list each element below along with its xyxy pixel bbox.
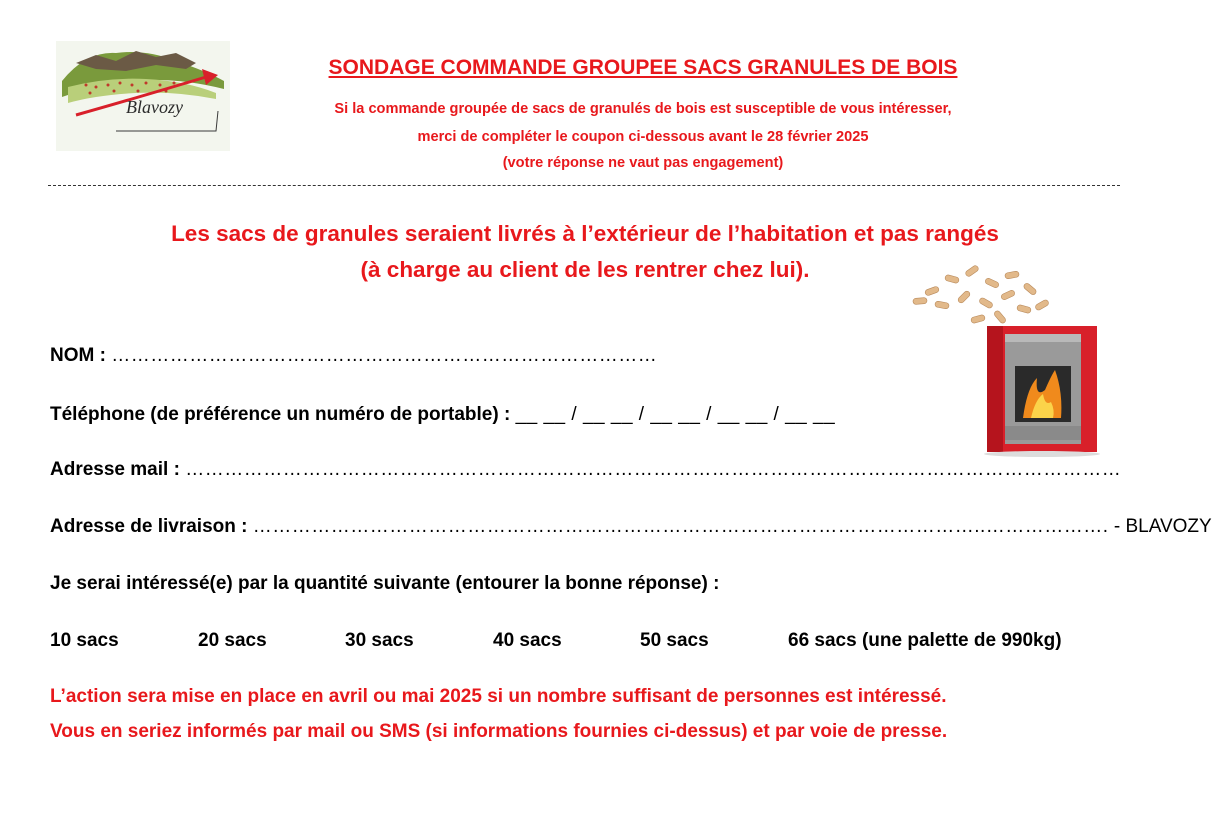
quantity-option-50[interactable]: 50 sacs — [640, 630, 709, 651]
delivery-address-input-line[interactable]: …………………………………………………………………………………………………..………………. — [252, 516, 1109, 537]
telephone-input-line[interactable]: __ __ / __ __ / __ __ / __ __ / __ __ — [515, 404, 836, 425]
delivery-notice-line-1: Les sacs de granules seraient livrés à l’extérieur de l’habitation et pas rangés — [171, 221, 999, 246]
footer-line-2: Vous en seriez informés par mail ou SMS (si informations fournies ci-dessus) et par voie de presse. — [50, 721, 948, 742]
nom-input-line[interactable]: ………………………………………………………………………… — [111, 345, 658, 366]
delivery-address-label: Adresse de livraison : — [50, 516, 248, 537]
cut-line-divider — [48, 185, 1120, 186]
nom-field[interactable] — [50, 345, 657, 367]
intro-line-2: merci de compléter le coupon ci-dessous avant le 28 février 2025 — [417, 129, 869, 145]
pellet-stove-illustration — [905, 258, 1120, 458]
footer-line-1: L’action sera mise en place en avril ou mai 2025 si un nombre suffisant de personnes est intéressé. — [50, 686, 947, 707]
intro-line-3: (votre réponse ne vaut pas engagement) — [502, 155, 784, 171]
quantity-option-10[interactable]: 10 sacs — [50, 630, 119, 651]
quantity-option-40[interactable]: 40 sacs — [493, 630, 562, 651]
telephone-field[interactable] — [50, 404, 835, 426]
email-label: Adresse mail : — [50, 459, 180, 480]
quantity-option-30[interactable]: 30 sacs — [345, 630, 414, 651]
email-field[interactable] — [50, 459, 1121, 481]
quantity-question: Je serai intéressé(e) par la quantité suivante (entourer la bonne réponse) : — [50, 573, 720, 594]
logo-text: Blavozy — [126, 97, 183, 117]
intro-line-1: Si la commande groupée de sacs de granulés de bois est susceptible de vous intéresser, — [334, 101, 952, 117]
quantity-option-20[interactable]: 20 sacs — [198, 630, 267, 651]
quantity-option-66[interactable]: 66 sacs (une palette de 990kg) — [788, 630, 1062, 651]
delivery-notice-line-2: (à charge au client de les rentrer chez lui). — [360, 257, 810, 282]
delivery-address-field[interactable] — [50, 516, 1212, 538]
telephone-label: Téléphone (de préférence un numéro de portable) : — [50, 404, 511, 425]
blavozy-logo — [56, 41, 230, 151]
email-input-line[interactable]: ……………………………………………………………………………………………………………………………… — [185, 459, 1122, 480]
nom-label: NOM : — [50, 345, 106, 366]
delivery-address-suffix: - BLAVOZY — [1113, 516, 1212, 537]
page-title: SONDAGE COMMANDE GROUPEE SACS GRANULES DE BOIS — [328, 56, 958, 79]
